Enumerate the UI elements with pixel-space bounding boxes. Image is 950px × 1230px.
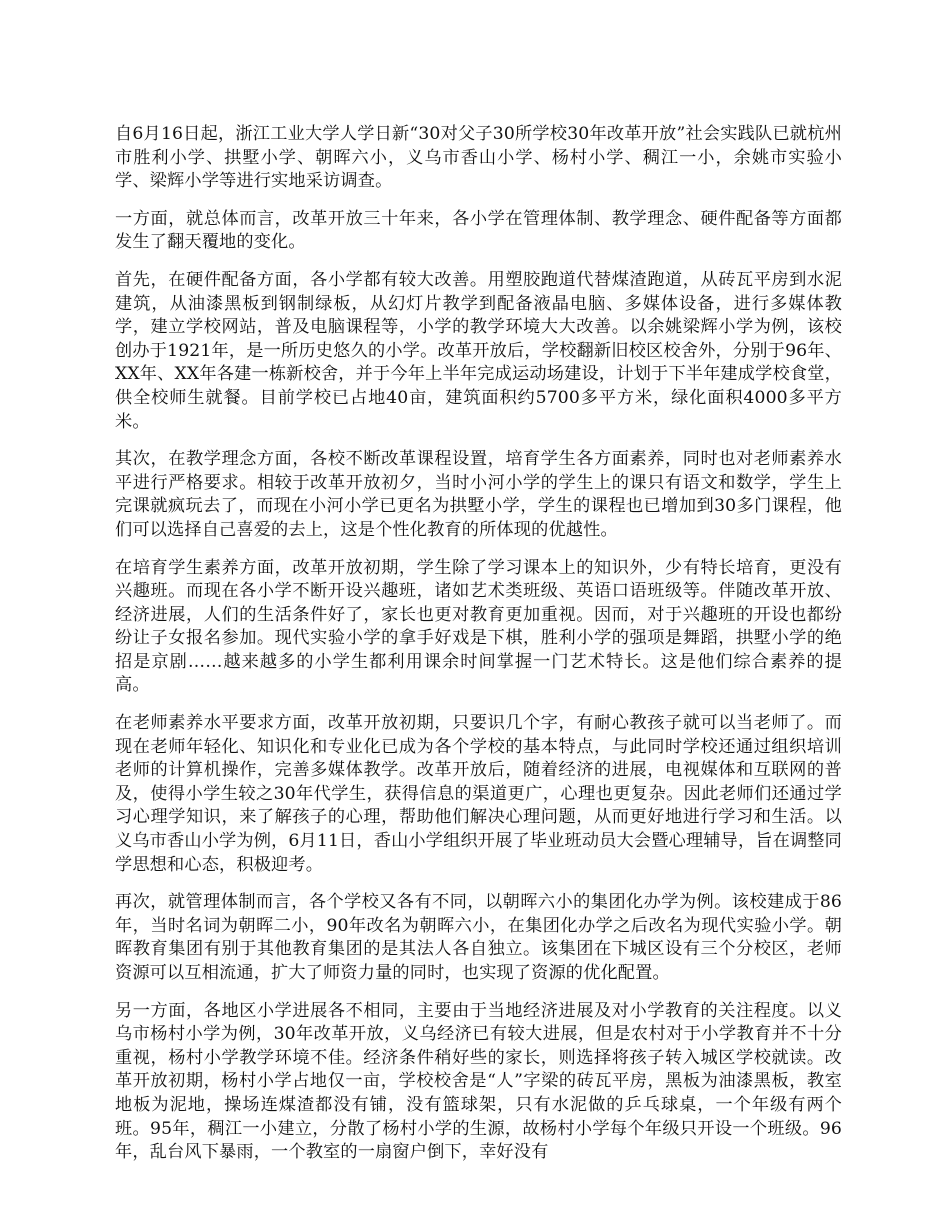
paragraph-5: 在培育学生素养方面，改革开放初期，学生除了学习课本上的知识外，少有特长培育，更没有兴趣班。而现在各小学不断开设兴趣班，诸如艺术类班级、英语口语班级等。伴随改革开放、经济进展，人们的生活条件好了，家长也更对教育更加重视。因而，对于兴趣班的开设也都纷纷让子女报名参加。现代实验小学的拿手好戏是下棋，胜利小学的强项是舞蹈，拱墅小学的绝招是京剧……越来越多的小学生都利用课余时间掌握一门艺术特长。这是他们综合素养的提高。 xyxy=(115,557,842,696)
paragraph-6: 在老师素养水平要求方面，改革开放初期，只要识几个字，有耐心教孩子就可以当老师了。而现在老师年轻化、知识化和专业化已成为各个学校的基本特点，与此同时学校还通过组织培训老师的计算机操作，完善多媒体教学。改革开放后，随着经济的进展，电视媒体和互联网的普及，使得小学生较之30年代学生，获得信息的渠道更广，心理也更复杂。因此老师们还通过学习心理学知识，来了解孩子的心理，帮助他们解决心理问题，从而更好地进行学习和生活。以义乌市香山小学为例，6月11日，香山小学组织开展了毕业班动员大会暨心理辅导，旨在调整同学思想和心态，积极迎考。 xyxy=(115,713,842,875)
paragraph-3: 首先，在硬件配备方面，各小学都有较大改善。用塑胶跑道代替煤渣跑道，从砖瓦平房到水泥建筑，从油漆黑板到钢制绿板，从幻灯片教学到配备液晶电脑、多媒体设备，进行多媒体教学，建立学校网站，普及电脑课程等，小学的教学环境大大改善。以余姚梁辉小学为例，该校创办于1921年，是一所历史悠久的小学。改革开放后，学校翻新旧校区校舍外，分别于96年、XX年、XX年各建一栋新校舍，并于今年上半年完成运动场建设，计划于下半年建成学校食堂，供全校师生就餐。目前学校已占地40亩，建筑面积约5700多平方米，绿化面积4000多平方米。 xyxy=(115,269,842,432)
paragraph-2: 一方面，就总体而言，改革开放三十年来，各小学在管理体制、教学理念、硬件配备等方面都发生了翻天覆地的变化。 xyxy=(115,208,842,253)
paragraph-7: 再次，就管理体制而言，各个学校又各有不同，以朝晖六小的集团化办学为例。该校建成于86年，当时名词为朝晖二小，90年改名为朝晖六小，在集团化办学之后改名为现代实验小学。朝晖教育集团有别于其他教育集团的是其法人各自独立。该集团在下城区设有三个分校区，老师资源可以互相流通，扩大了师资力量的同时，也实现了资源的优化配置。 xyxy=(115,892,842,983)
paragraph-4: 其次，在教学理念方面，各校不断改革课程设置，培育学生各方面素养，同时也对老师素养水平进行严格要求。相较于改革开放初夕，当时小河小学的学生上的课只有语文和数学，学生上完课就疯玩去了，而现在小河小学已更名为拱墅小学，学生的课程也已增加到30多门课程，他们可以选择自己喜爱的去上，这是个性化教育的所体现的优越性。 xyxy=(115,449,842,540)
paragraph-8: 另一方面，各地区小学进展各不相同，主要由于当地经济进展及对小学教育的关注程度。以义乌市杨村小学为例，30年改革开放，义乌经济已有较大进展，但是农村对于小学教育并不十分重视，杨村小学教学环境不佳。经济条件稍好些的家长，则选择将孩子转入城区学校就读。改革开放初期，杨村小学占地仅一亩，学校校舍是“人”字梁的砖瓦平房，黑板为油漆黑板，教室地板为泥地，操场连煤渣都没有铺，没有篮球架，只有水泥做的乒乓球桌，一个年级有两个班。95年，稠江一小建立，分散了杨村小学的生源，故杨村小学每个年级只开设一个班级。96年，乱台风下暴雨，一个教室的一扇窗户倒下，幸好没有 xyxy=(115,1000,842,1163)
document-body xyxy=(115,123,842,1179)
paragraph-1: 自6月16日起，浙江工业大学人学日新“30对父子30所学校30年改革开放”社会实践队已就杭州市胜利小学、拱墅小学、朝晖六小，义乌市香山小学、杨村小学、稠江一小，余姚市实验小学、梁辉小学等进行实地采访调查。 xyxy=(115,124,842,192)
